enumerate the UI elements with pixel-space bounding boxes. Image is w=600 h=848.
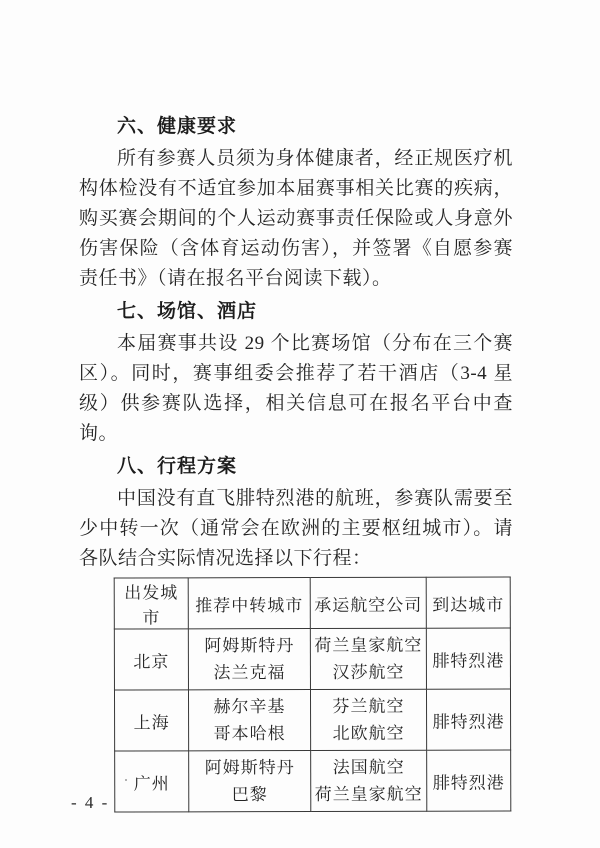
page-number: - 4 -	[71, 793, 110, 812]
paragraph-travel-plan: 中国没有直飞腓特烈港的航班，参赛队需要至少中转一次（通常会在欧洲的主要枢纽城市）。请各队结合实际情况选择以下行程：	[79, 488, 513, 569]
arrival-city-cell: 腓特烈港	[426, 628, 510, 689]
transfer-city: 巴黎	[231, 785, 268, 805]
section-heading-health-requirements: 六、健康要求	[117, 116, 238, 137]
document-page	[79, 109, 513, 812]
transfer-city: 哥本哈根	[213, 724, 286, 744]
header-transfer-city: 推荐中转城市	[188, 578, 310, 629]
airline: 荷兰皇家航空	[314, 635, 423, 655]
section-heading-venues-hotels: 七、场馆、酒店	[117, 301, 258, 322]
arrival-city-cell: 腓特烈港	[427, 750, 511, 811]
arrival-city-cell: 腓特烈港	[426, 689, 510, 750]
table-row-beijing	[114, 628, 510, 690]
transfer-cities-cell	[188, 690, 310, 751]
transfer-city: 阿姆斯特丹	[204, 636, 295, 656]
transfer-cities-cell	[188, 629, 310, 690]
airlines-cell	[310, 689, 426, 750]
transfer-city: 法兰克福	[213, 663, 286, 683]
scan-speck	[125, 779, 127, 781]
departure-city-cell: 广州	[115, 751, 189, 812]
paragraph-health-requirements: 所有参赛人员须为身体健康者，经正规医疗机构体检没有不适宜参加本届赛事相关比赛的疾病，购买赛会期间的个人运动赛事责任保险或人身意外伤害保险（含体育运动伤害），并签署《自愿参赛责任书》（请在报名平台阅读下载）。	[79, 148, 513, 289]
airline: 荷兰皇家航空	[314, 784, 423, 804]
airline: 芬兰航空	[332, 696, 405, 716]
transfer-city: 阿姆斯特丹	[204, 758, 295, 778]
header-arrival-city: 到达城市	[426, 577, 510, 628]
header-departure-city: 出发城市	[114, 578, 188, 629]
table-header-row	[114, 577, 510, 629]
departure-city-cell: 北京	[114, 629, 188, 690]
airline: 汉莎航空	[332, 662, 405, 682]
airline: 北欧航空	[332, 723, 405, 743]
section-heading-travel-plan: 八、行程方案	[117, 456, 238, 477]
paragraph-venues-hotels: 本届赛事共设 29 个比赛场馆（分布在三个赛区）。同时，赛事组委会推荐了若干酒店（3-4 星级）供参赛队选择，相关信息可在报名平台中查询。	[79, 333, 513, 444]
itinerary-table	[114, 576, 512, 812]
airlines-cell	[310, 628, 426, 689]
table-row-guangzhou	[115, 750, 511, 812]
transfer-cities-cell	[189, 751, 311, 812]
header-airline: 承运航空公司	[310, 577, 426, 628]
airlines-cell	[311, 750, 427, 811]
transfer-city: 赫尔辛基	[213, 697, 286, 717]
table-row-shanghai	[114, 689, 510, 751]
departure-city-cell: 上海	[114, 690, 188, 751]
airline: 法国航空	[332, 757, 405, 777]
